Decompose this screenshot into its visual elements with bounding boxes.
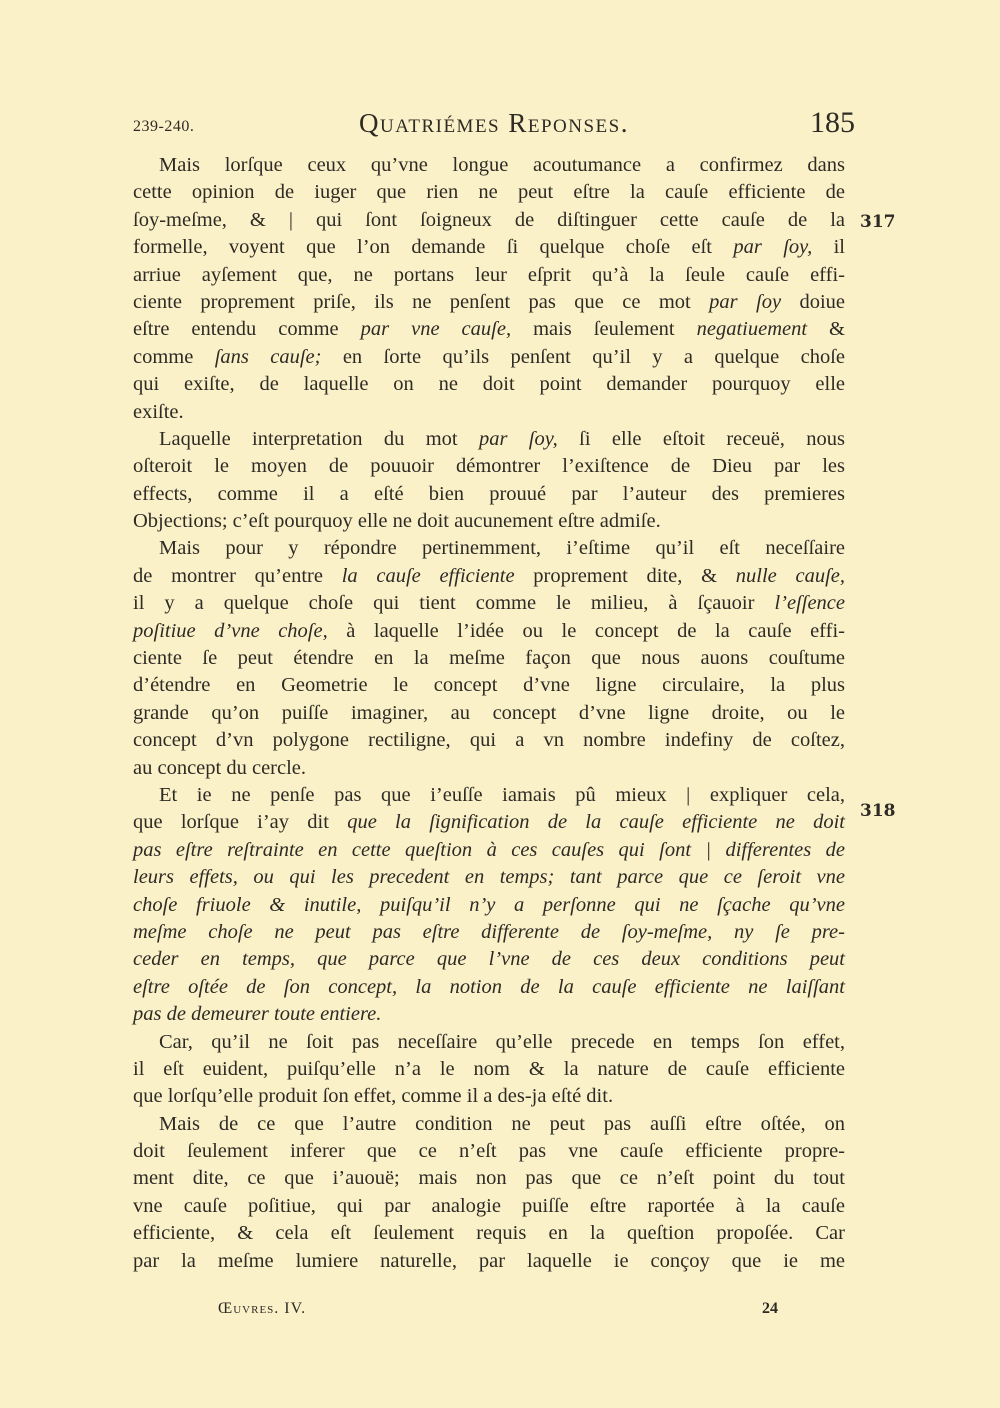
- page-number: 185: [810, 106, 855, 139]
- text-run: à laquelle l’idée ou le concept de la cauſe effi-: [327, 619, 845, 642]
- text-run: exiſte.: [133, 400, 184, 423]
- text-line: [133, 727, 845, 754]
- text-run: il y a quelque choſe qui tient comme le milieu, à ſçauoir: [133, 592, 775, 615]
- text-run: Objections; c’eſt pourquoy elle ne doit aucunement eſtre admiſe.: [133, 510, 661, 533]
- page-title: Quatriémes Reponses.: [359, 108, 629, 138]
- text-run: ment dite, ce que i’auouë; mais non pas que ce n’eſt point du tout: [133, 1167, 845, 1190]
- text-run: cette opinion de iuger que rien ne peut eſtre la cauſe efficiente de: [133, 181, 845, 204]
- text-run: vne cauſe poſitiue, qui par analogie puiſſe eſtre raportée à la cauſe: [133, 1194, 845, 1217]
- text-run: concept d’vn polygone rectiligne, qui a vn nombre indefiny de coſtez,: [133, 729, 845, 752]
- text-line: [133, 399, 845, 426]
- sheet-number: 24: [762, 1300, 778, 1317]
- italic-text: par ſoy: [709, 290, 782, 313]
- text-line: [133, 672, 845, 699]
- text-run: Mais de ce que l’autre condition ne peut pas auſſi eſtre oſtée, on: [159, 1112, 845, 1135]
- text-line: [133, 453, 845, 480]
- text-run: Car, qu’il ne ſoit pas neceſſaire qu’elle precede en temps ſon effet,: [159, 1030, 845, 1053]
- italic-text: ſans cauſe;: [214, 345, 322, 368]
- text-line: [133, 590, 845, 617]
- text-run: ciente proprement priſe, ils ne penſent pas que ce mot: [133, 290, 710, 313]
- text-run: proprement dite, &: [514, 564, 736, 587]
- italic-text: la cauſe efficiente: [341, 564, 515, 587]
- text-line: [133, 344, 845, 371]
- text-line: [133, 1083, 845, 1110]
- text-run: doit ſeulement inferer que ce n’eſt pas vne cauſe efficiente propre-: [133, 1140, 845, 1163]
- italic-text: eſtre oſtée de ſon concept, la notion de la cauſe efficiente ne laiſſant: [133, 975, 845, 998]
- text-line: [133, 481, 845, 508]
- text-run: ſoy-meſme, & | qui ſont ſoigneux de diſtinguer cette cauſe de la: [133, 208, 845, 231]
- text-line: [133, 1056, 845, 1083]
- text-line: [133, 809, 845, 836]
- signature-mark: Œuvres. IV.: [218, 1300, 307, 1317]
- italic-text: meſme choſe ne peut pas eſtre differente de ſoy-meſme, ny ſe pre-: [133, 920, 845, 943]
- text-run: doiue: [781, 290, 845, 313]
- text-line: [133, 837, 845, 864]
- text-run: d’étendre en Geometrie le concept d’vne ligne circulaire, la plus: [133, 674, 845, 697]
- text-line: [133, 207, 845, 234]
- text-run: que lorſque i’ay dit: [133, 811, 348, 834]
- italic-text: par ſoy,: [478, 427, 558, 450]
- text-line: [133, 262, 845, 289]
- text-line: [133, 563, 845, 590]
- text-run: en ſorte qu’ils penſent qu’il y a quelque choſe: [321, 345, 845, 368]
- body-text: [133, 152, 845, 1275]
- text-run: comme: [133, 345, 215, 368]
- text-run: Laquelle interpretation du mot: [159, 427, 479, 450]
- italic-text: l’eſſence: [774, 592, 845, 615]
- italic-text: par vne cauſe,: [360, 318, 512, 341]
- italic-text: ceder en temps, que parce que l’vne de ces deux conditions peut: [133, 948, 845, 971]
- text-line: [133, 234, 845, 261]
- text-line: [133, 892, 845, 919]
- page-range: 239-240.: [133, 118, 195, 135]
- text-run: arriue ayſement que, ne portans leur eſprit qu’à la ſeule cauſe effi-: [133, 263, 845, 286]
- text-line: [133, 974, 845, 1001]
- text-run: &: [807, 318, 846, 341]
- text-run: efficiente, & cela eſt ſeulement requis en la queſtion propoſée. Car: [133, 1222, 845, 1245]
- text-line: [133, 1001, 845, 1028]
- margin-number: 317: [860, 212, 896, 232]
- text-run: ciente ſe peut étendre en la meſme façon que nous auons couſtume: [133, 647, 845, 670]
- italic-text: que la ſignification de la cauſe efficiente ne doit: [347, 811, 845, 834]
- text-run: Mais lorſque ceux qu’vne longue acoutumance a confirmez dans: [159, 154, 845, 176]
- text-run: que lorſqu’elle produit ſon effet, comme il a des-ja eſté dit.: [133, 1085, 614, 1108]
- text-line: [133, 1165, 845, 1192]
- text-line: [133, 700, 845, 727]
- text-line: [133, 919, 845, 946]
- text-run: Et ie ne penſe pas que i’euſſe iamais pû mieux | expliquer cela,: [159, 783, 845, 806]
- text-line: [133, 426, 845, 453]
- text-line: [133, 1193, 845, 1220]
- margin-number: 318: [860, 801, 896, 821]
- text-run: il eſt euident, puiſqu’elle n’a le nom & la nature de cauſe efficiente: [133, 1057, 845, 1080]
- text-run: grande qu’on puiſſe imaginer, au concept d’vne ligne droite, ou le: [133, 701, 845, 724]
- text-line: [133, 864, 845, 891]
- italic-text: choſe friuole & inutile, puiſqu’il n’y a perſonne qui ne ſçache qu’vne: [133, 893, 845, 916]
- text-line: [133, 782, 845, 809]
- text-line: [133, 645, 845, 672]
- italic-text: par ſoy,: [733, 236, 813, 259]
- italic-text: negatiuement: [696, 318, 808, 341]
- italic-text: pas de demeurer toute entiere.: [133, 1003, 382, 1026]
- text-line: [133, 618, 845, 645]
- italic-text: nulle cauſe,: [735, 564, 845, 587]
- text-line: [133, 1220, 845, 1247]
- text-line: [133, 1029, 845, 1056]
- text-line: [133, 535, 845, 562]
- text-line: [133, 316, 845, 343]
- text-line: [133, 289, 845, 316]
- text-line: [133, 508, 845, 535]
- text-run: qui exiſte, de laquelle on ne doit point demander pourquoy elle: [133, 373, 845, 396]
- text-run: mais ſeulement: [511, 318, 697, 341]
- italic-text: pas eſtre reſtrainte en cette queſtion à ces cauſes qui ſont | differentes de: [133, 838, 845, 861]
- text-run: il: [812, 236, 845, 259]
- text-line: [133, 179, 845, 206]
- text-line: [133, 946, 845, 973]
- text-run: oſteroit le moyen de pouuoir démontrer l’exiſtence de Dieu par les: [133, 455, 845, 478]
- italic-text: leurs effets, ou qui les precedent en temps; tant parce que ce ſeroit vne: [133, 866, 845, 889]
- text-run: par la meſme lumiere naturelle, par laquelle ie conçoy que ie me: [133, 1249, 845, 1272]
- text-run: au concept du cercle.: [133, 756, 307, 779]
- text-run: effects, comme il a eſté bien prouué par l’auteur des premieres: [133, 482, 845, 505]
- text-run: de montrer qu’entre: [133, 564, 342, 587]
- running-header: [133, 108, 855, 148]
- text-line: [133, 152, 845, 179]
- text-run: formelle, voyent que l’on demande ſi quelque choſe eſt: [133, 236, 734, 259]
- text-run: Mais pour y répondre pertinemment, i’eſtime qu’il eſt neceſſaire: [159, 537, 845, 560]
- text-line: [133, 755, 845, 782]
- text-line: [133, 1248, 845, 1275]
- text-run: eſtre entendu comme: [133, 318, 361, 341]
- text-run: ſi elle eſtoit receuë, nous: [557, 427, 845, 450]
- text-line: [133, 371, 845, 398]
- text-line: [133, 1138, 845, 1165]
- italic-text: poſitiue d’vne choſe,: [133, 619, 328, 642]
- text-line: [133, 1111, 845, 1138]
